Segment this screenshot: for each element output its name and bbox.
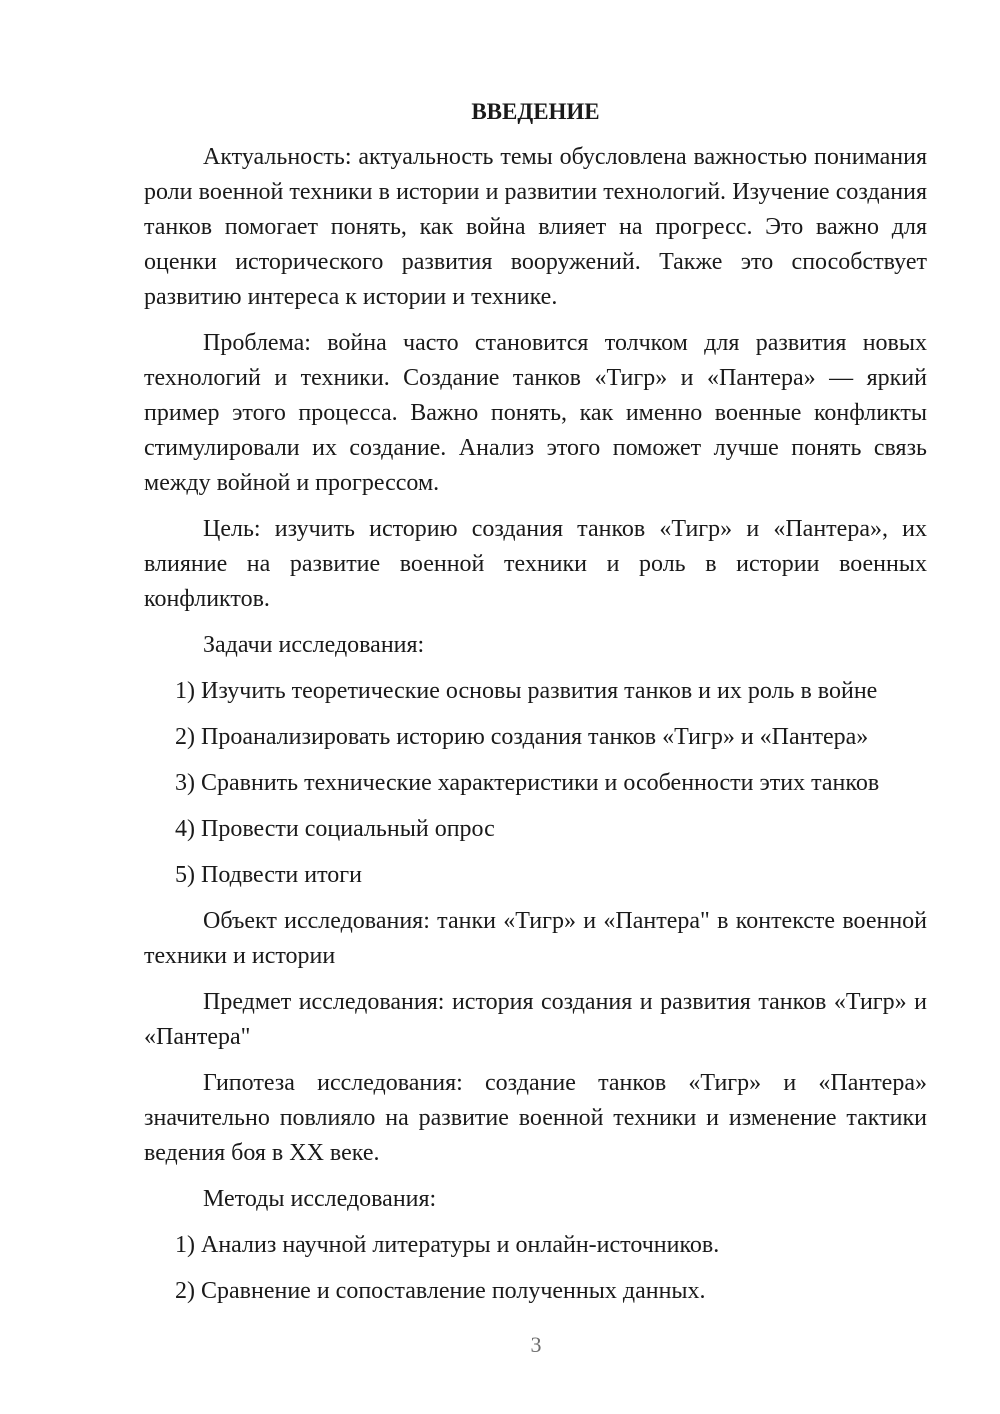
- subject-paragraph: Предмет исследования: история создания и развития танков «Тигр» и «Пантера": [144, 989, 927, 1050]
- list-item: 2) Проанализировать историю создания танков «Тигр» и «Пантера»: [175, 724, 869, 750]
- relevance-paragraph: Актуальность: актуальность темы обусловлена важностью понимания роли военной техники в истории и развитии технологий. Изучение создания танков помогает понять, как война влияет на прогресс. Это важно для оценки исторического развития вооружений. Также это способствует развитию интереса к истории и технике.: [144, 144, 927, 310]
- list-item: 2) Сравнение и сопоставление полученных данных.: [175, 1278, 706, 1304]
- object-paragraph: Объект исследования: танки «Тигр» и «Пантера" в контексте военной техники и истории: [144, 908, 927, 969]
- section-heading: ВВЕДЕНИЕ: [471, 99, 600, 124]
- methods-list: [144, 1228, 927, 1309]
- list-item: 5) Подвести итоги: [175, 862, 362, 888]
- goal-paragraph: Цель: изучить историю создания танков «Тигр» и «Пантера», их влияние на развитие военной техники и роль в истории военных конфликтов.: [144, 516, 927, 612]
- page-number: 3: [530, 1332, 542, 1357]
- page-content: [144, 94, 927, 1320]
- tasks-heading: Задачи исследования:: [203, 632, 425, 658]
- hypothesis-paragraph: Гипотеза исследования: создание танков «Тигр» и «Пантера» значительно повлияло на развитие военной техники и изменение тактики ведения боя в XX веке.: [144, 1070, 927, 1166]
- problem-paragraph: Проблема: война часто становится толчком для развития новых технологий и техники. Создание танков «Тигр» и «Пантера» — яркий пример этого процесса. Важно понять, как именно военные конфликты стимулировали их создание. Анализ этого поможет лучше понять связь между войной и прогрессом.: [144, 330, 927, 496]
- list-item: 3) Сравнить технические характеристики и особенности этих танков: [175, 770, 880, 796]
- methods-heading: Методы исследования:: [203, 1186, 437, 1212]
- list-item: 4) Провести социальный опрос: [175, 816, 495, 842]
- list-item: 1) Анализ научной литературы и онлайн-источников.: [175, 1232, 720, 1258]
- list-item: 1) Изучить теоретические основы развития танков и их роль в войне: [175, 678, 878, 704]
- tasks-list: [144, 674, 927, 893]
